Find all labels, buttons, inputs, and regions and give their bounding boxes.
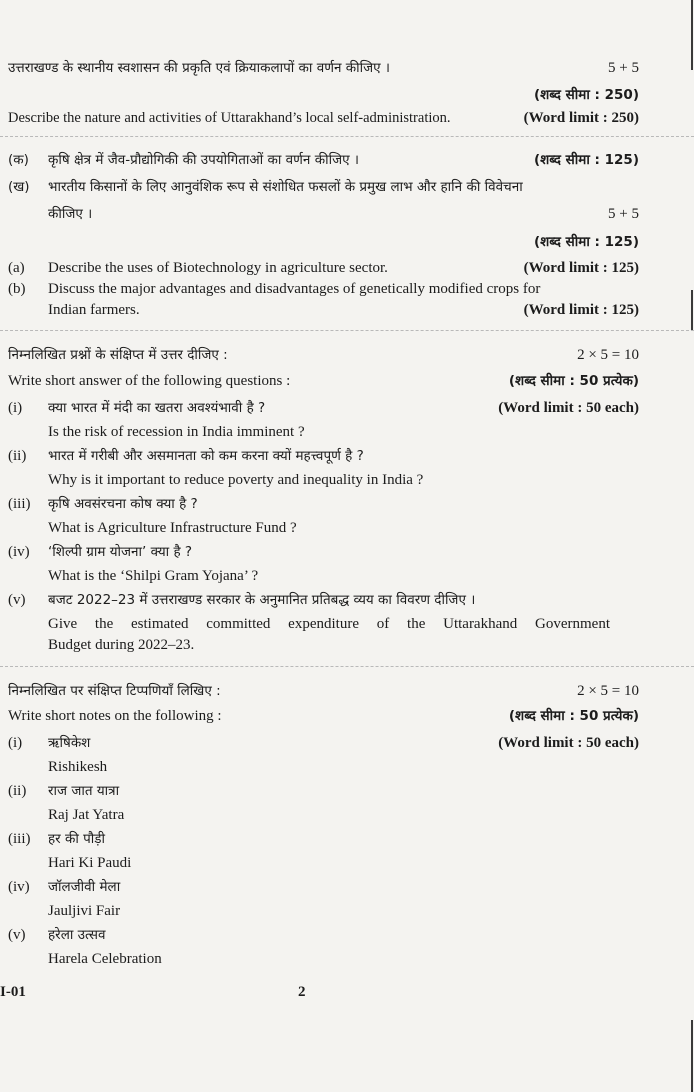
q3-heading-hi: निम्नलिखित प्रश्नों के संक्षिप्त में उत्तर दीजिए : [8, 347, 228, 363]
q4-item-num: (i) [8, 735, 23, 751]
q4-item-num: (ii) [8, 783, 27, 799]
q3-limit-en: (Word limit : 50 each) [498, 400, 639, 416]
section-divider [0, 136, 694, 137]
q3-marks: 2 × 5 = 10 [577, 347, 639, 363]
q4-item-english: Rishikesh [48, 759, 108, 775]
q4-item-hindi: जॉलजीवी मेला [48, 879, 121, 895]
q4-item-english: Jauljivi Fair [48, 903, 121, 919]
q4-item-english: Raj Jat Yatra [48, 807, 125, 823]
scan-edge [691, 1020, 693, 1092]
q1-word-limit-en: (Word limit : 250) [523, 110, 639, 126]
q4-item-hindi: हर की पौड़ी [48, 831, 106, 847]
q2-b-hindi-2: कीजिए । [48, 206, 93, 222]
q2-b-english-2: Indian farmers. [48, 302, 140, 318]
q4-item-hindi: राज जात यात्रा [48, 783, 120, 799]
q4-item-english: Harela Celebration [48, 951, 162, 967]
q3-item-num: (i) [8, 400, 23, 416]
q1-word-limit-hi: (शब्द सीमा : 250) [533, 87, 639, 103]
q3-item-hindi: ‘शिल्पी ग्राम योजना’ क्या है ? [48, 544, 193, 560]
q3-item-num: (v) [8, 592, 26, 608]
q3-item-num: (ii) [8, 448, 27, 464]
page-number: 2 [298, 984, 306, 1000]
q3-item-hindi: भारत में गरीबी और असमानता को कम करना क्यों महत्त्वपूर्ण है ? [48, 448, 364, 464]
q4-item-hindi: हरेला उत्सव [48, 927, 106, 943]
q3-item-english: What is Agriculture Infrastructure Fund ? [48, 520, 297, 536]
q3-item-english: What is the ‘Shilpi Gram Yojana’ ? [48, 568, 259, 584]
q2-marks: 5 + 5 [608, 206, 639, 222]
q4-item-english: Hari Ki Paudi [48, 855, 132, 871]
q3-item-english: Why is it important to reduce poverty and inequality in India ? [48, 472, 424, 488]
q4-item-num: (iv) [8, 879, 30, 895]
q4-limit-hi: (शब्द सीमा : 50 प्रत्येक) [508, 708, 639, 724]
q3-item-num: (iii) [8, 496, 31, 512]
q1-marks: 5 + 5 [608, 60, 639, 76]
section-divider [0, 330, 694, 331]
scan-edge [691, 0, 693, 70]
q3-item-num: (iv) [8, 544, 30, 560]
q3-heading-en: Write short answer of the following questions : [8, 373, 291, 389]
q4-item-hindi: ऋषिकेश [48, 735, 91, 751]
q2-a-hindi: कृषि क्षेत्र में जैव-प्रौद्योगिकी की उपयोगिताओं का वर्णन कीजिए । [48, 152, 359, 168]
q2-b-label-en: (b) [8, 281, 26, 297]
q4-item-num: (v) [8, 927, 26, 943]
q2-b-limit-en: (Word limit : 125) [523, 302, 639, 318]
q2-b-label-hi: (ख) [8, 179, 30, 195]
q3-item-english: Is the risk of recession in India imminent ? [48, 424, 305, 440]
q2-b-english-1: Discuss the major advantages and disadvantages of genetically modified crops for [48, 281, 541, 297]
q4-item-num: (iii) [8, 831, 31, 847]
q3-item-hindi: बजट 2022–23 में उत्तराखण्ड सरकार के अनुमानित प्रतिबद्ध व्यय का विवरण दीजिए । [48, 592, 476, 608]
q2-b-limit-hi: (शब्द सीमा : 125) [533, 234, 639, 250]
q4-marks: 2 × 5 = 10 [577, 683, 639, 699]
paper-code: I-01 [0, 984, 26, 1000]
q2-a-english: Describe the uses of Biotechnology in agriculture sector. [48, 260, 388, 276]
scan-edge [691, 290, 693, 330]
q3-item-english: Give the estimated committed expenditure of the Uttarakhand Government [48, 616, 610, 632]
q4-heading-en: Write short notes on the following : [8, 708, 222, 724]
q3-item-hindi: क्या भारत में मंदी का खतरा अवश्यंभावी है ? [48, 400, 266, 416]
q3-item-english-cont: Budget during 2022–23. [48, 637, 195, 653]
q1-hindi: उत्तराखण्ड के स्थानीय स्वशासन की प्रकृति एवं क्रियाकलापों का वर्णन कीजिए । [8, 60, 391, 76]
q2-a-limit-hi: (शब्द सीमा : 125) [533, 152, 639, 168]
q2-a-label-en: (a) [8, 260, 25, 276]
q4-limit-en: (Word limit : 50 each) [498, 735, 639, 751]
q1-english: Describe the nature and activities of Uttarakhand’s local self-administration. [8, 110, 451, 126]
section-divider [0, 666, 694, 667]
q2-a-limit-en: (Word limit : 125) [523, 260, 639, 276]
q2-a-label-hi: (क) [8, 152, 29, 168]
q3-limit-hi: (शब्द सीमा : 50 प्रत्येक) [508, 373, 639, 389]
q3-item-hindi: कृषि अवसंरचना कोष क्या है ? [48, 496, 198, 512]
q2-b-hindi-1: भारतीय किसानों के लिए आनुवंशिक रूप से संशोधित फसलों के प्रमुख लाभ और हानि की विवेचना [48, 179, 523, 195]
q4-heading-hi: निम्नलिखित पर संक्षिप्त टिप्पणियाँ लिखिए : [8, 683, 221, 699]
